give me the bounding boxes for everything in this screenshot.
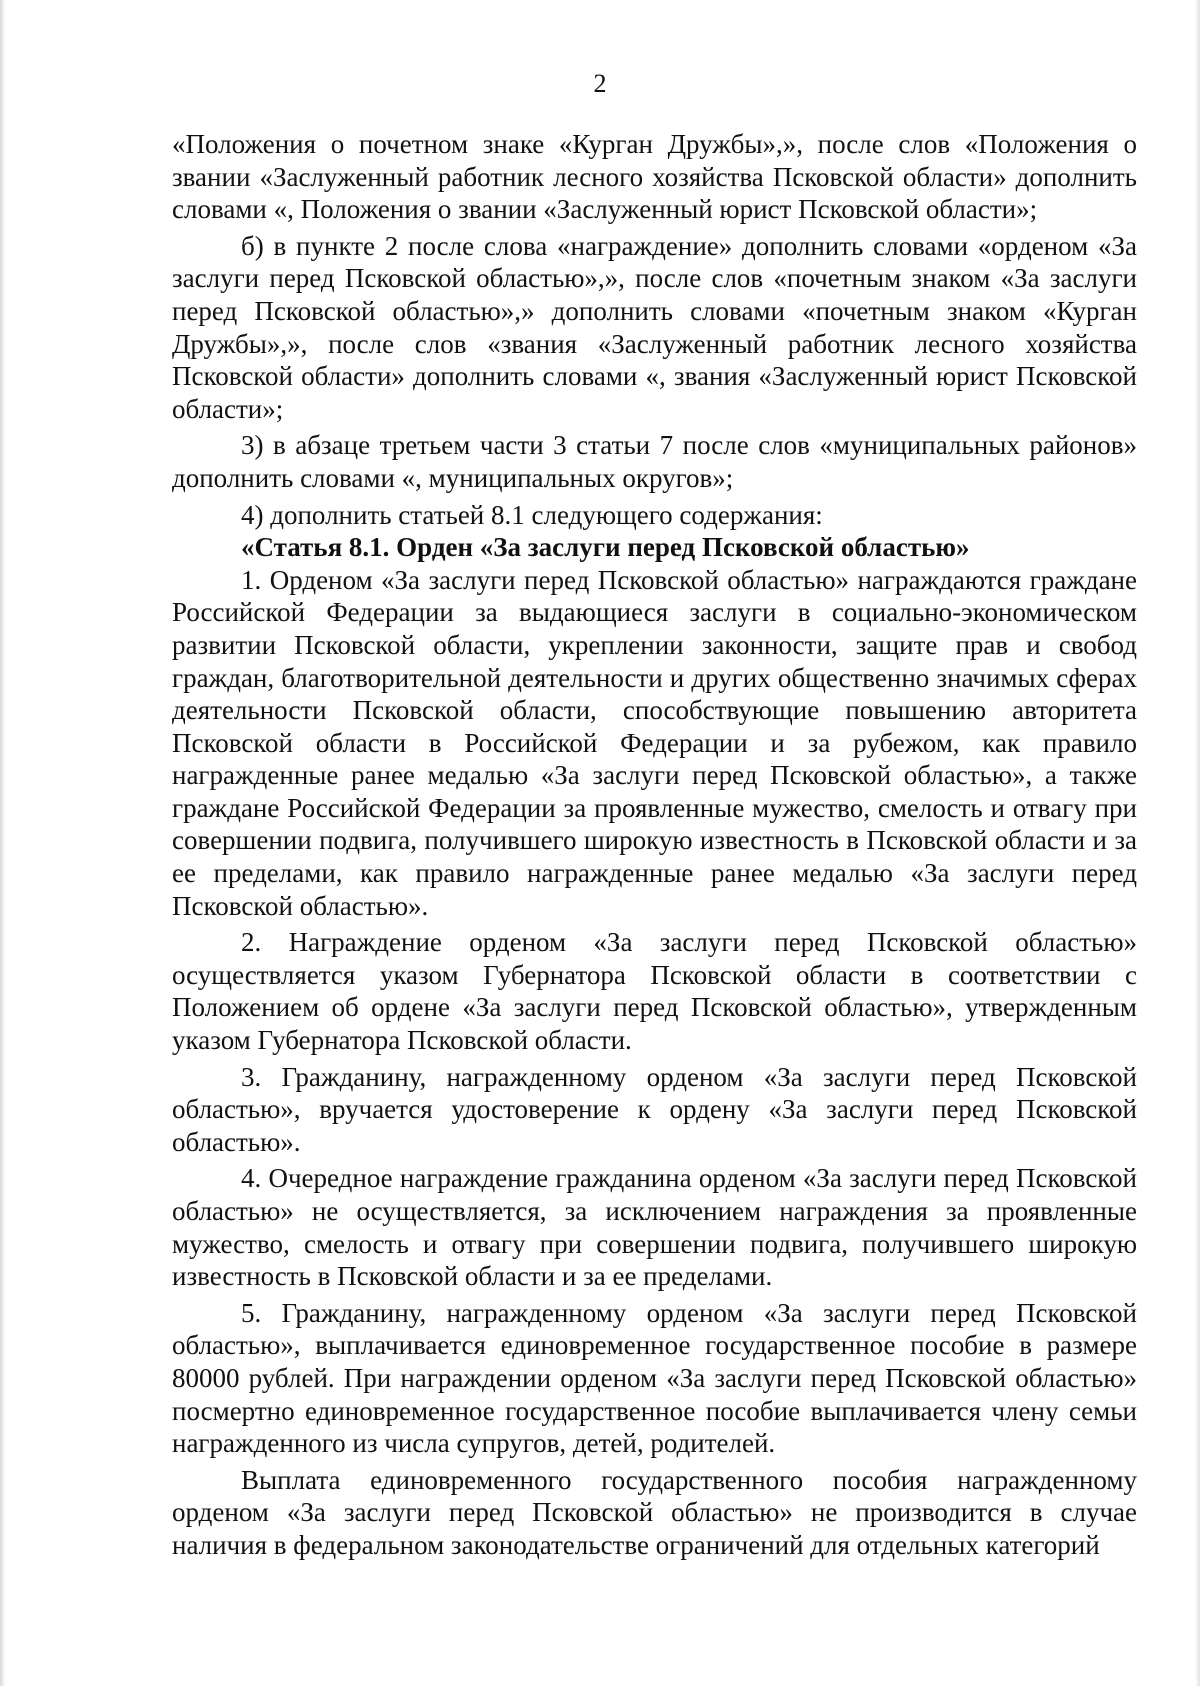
paragraph-item-b: б) в пункте 2 после слова «награждение» дополнить словами «орденом «За заслуги перед Псковской областью»,», после слов «почетным знаком «За заслуги перед Псковской областью»,» дополнить словами «почетным знаком «Курган Дружбы»,», после слов «звания «Заслуженный работник лесного хозяйства Псковской области» дополнить словами «, звания «Заслуженный юрист Псковской области»; — [172, 230, 1137, 424]
article-heading: «Статья 8.1. Орден «За заслуги перед Псковской областью» — [241, 532, 970, 563]
article-part-2: 2. Награждение орденом «За заслуги перед Псковской областью» осуществляется указом Губернатора Псковской области в соответствии с Положением об ордене «За заслуги перед Псковской областью», утвержденным указом Губернатора Псковской области. — [172, 927, 1137, 1056]
paragraph-item-4: 4) дополнить статьей 8.1 следующего содержания: — [241, 499, 823, 530]
scan-edge-right — [1195, 0, 1200, 1686]
article-part-5-payment: Выплата единовременного государственного пособия награжденному орденом «За заслуги перед Псковской областью» не производится в случае наличия в федеральном законодательстве ограничений для отдельных категорий — [172, 1464, 1137, 1560]
article-part-3: 3. Гражданину, награжденному орденом «За заслуги перед Псковской областью», вручается удостоверение к ордену «За заслуги перед Псковской областью». — [172, 1061, 1137, 1157]
article-part-5: 5. Гражданину, награжденному орденом «За заслуги перед Псковской областью», выплачивается единовременное государственное пособие в размере 80000 рублей. При награждении орденом «За заслуги перед Псковской областью» посмертно единовременное государственное пособие выплачивается члену семьи награжденного из числа супругов, детей, родителей. — [172, 1297, 1137, 1459]
article-part-1: 1. Орденом «За заслуги перед Псковской областью» награждаются граждане Российской Федерации за выдающиеся заслуги в социально-экономическом развитии Псковской области, укреплении законности, защите прав и свобод граждан, благотворительной деятельности и других общественно значимых сферах деятельности Псковской области, способствующие повышению авторитета Псковской области в Российской Федерации и за рубежом, как правило награжденные ранее медалью «За заслуги перед Псковской областью», а также граждане Российской Федерации за проявленные мужество, смелость и отвагу при совершении подвига, получившего широкую известность в Псковской области и за ее пределами, как правило награжденные ранее медалью «За заслуги перед Псковской областью». — [172, 564, 1137, 921]
page-number: 2 — [593, 69, 607, 98]
scan-edge-left — [0, 0, 6, 1686]
paragraph-continuation: «Положения о почетном знаке «Курган Дружбы»,», после слов «Положения о звании «Заслуженный работник лесного хозяйства Псковской области» дополнить словами «, Положения о звании «Заслуженный юрист Псковской области»; — [172, 129, 1137, 225]
document-body — [172, 128, 1137, 1562]
paragraph-item-3: 3) в абзаце третьем части 3 статьи 7 после слов «муниципальных районов» дополнить словами «, муниципальных округов»; — [172, 430, 1137, 493]
article-part-4: 4. Очередное награждение гражданина орденом «За заслуги перед Псковской областью» не осуществляется, за исключением награждения за проявленные мужество, смелость и отвагу при совершении подвига, получившего широкую известность в Псковской области и за ее пределами. — [172, 1163, 1137, 1292]
